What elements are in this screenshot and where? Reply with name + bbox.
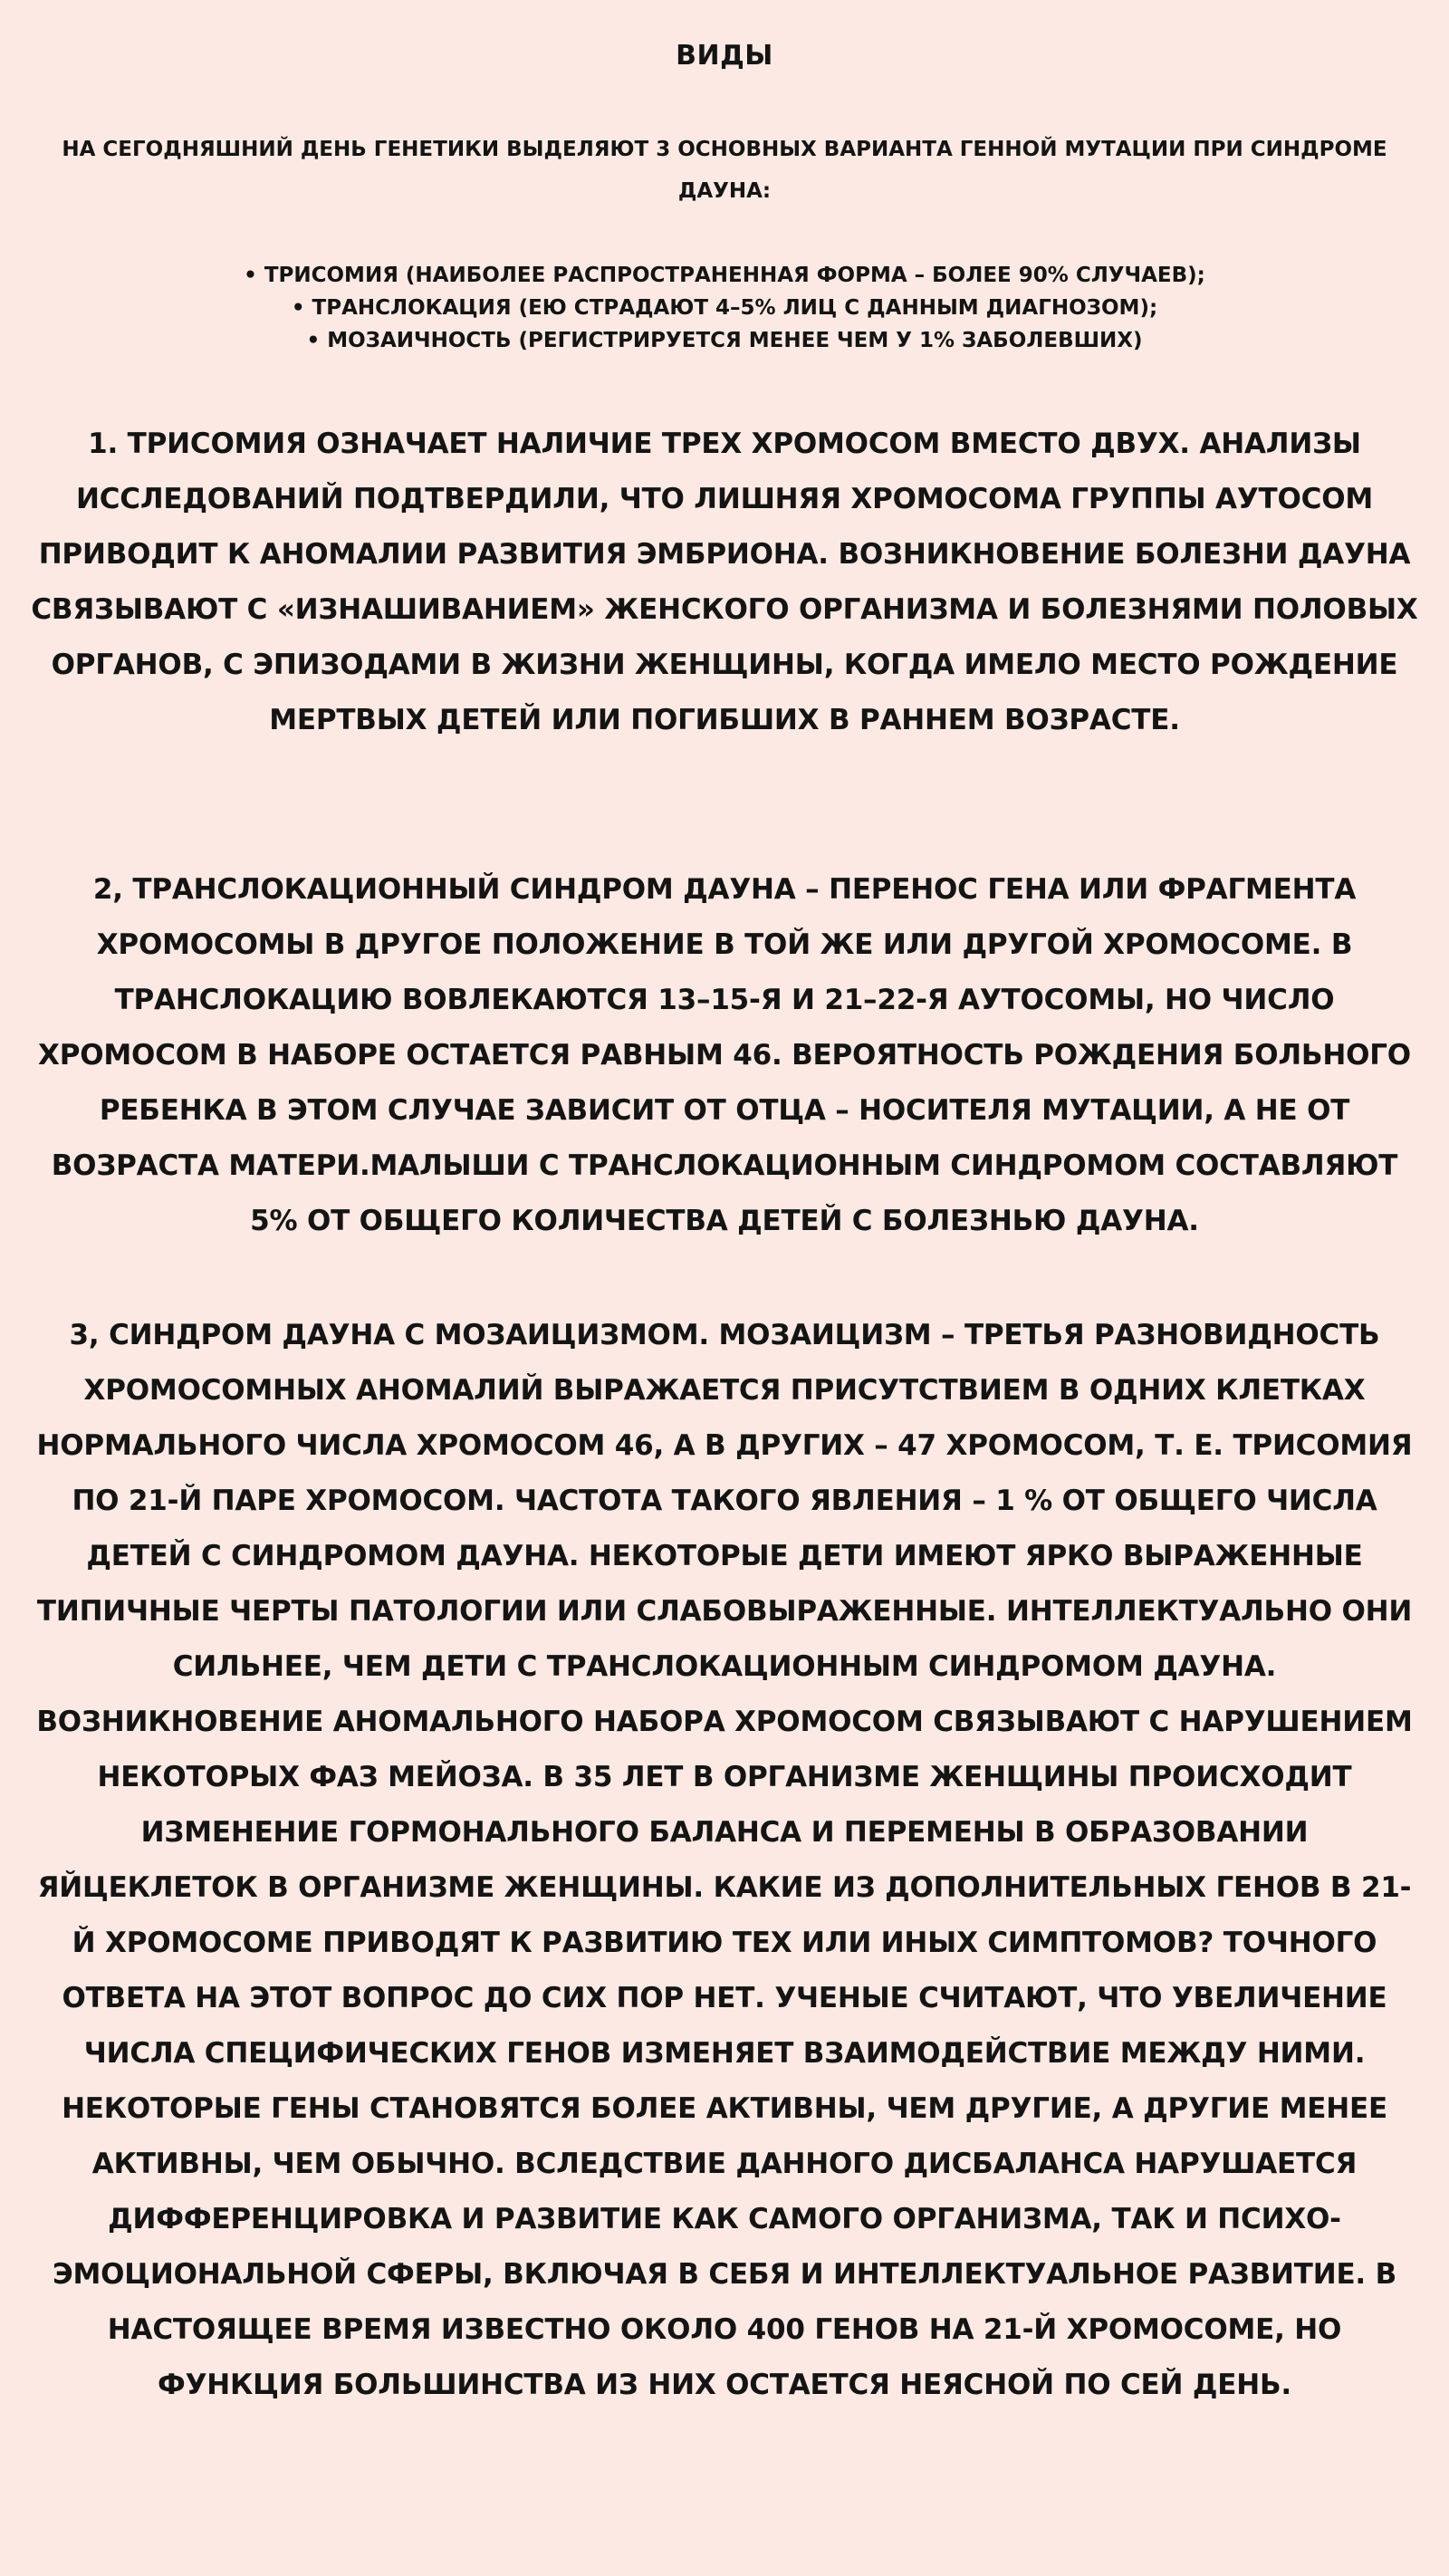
page-title: ВИДЫ [676,40,773,72]
list-item: • ТРИСОМИЯ (НАИБОЛЕЕ РАСПРОСТРАНЕННАЯ ФОРМА – БОЛЕЕ 90% СЛУЧАЕВ); [31,259,1418,292]
list-item: • МОЗАИЧНОСТЬ (РЕГИСТРИРУЕТСЯ МЕНЕЕ ЧЕМ У 1% ЗАБОЛЕВШИХ) [31,324,1418,357]
paragraph-translocation: 2, ТРАНСЛОКАЦИОННЫЙ СИНДРОМ ДАУНА – ПЕРЕНОС ГЕНА ИЛИ ФРАГМЕНТА ХРОМОСОМЫ В ДРУГОЕ ПОЛОЖЕНИЕ В ТОЙ ЖЕ ИЛИ ДРУГОЙ ХРОМОСОМЕ. В ТРАНСЛОКАЦИЮ ВОВЛЕКАЮТСЯ 13–15-Я И 21–22-Я АУТОСОМЫ, НО ЧИСЛО ХРОМОСОМ В НАБОРЕ ОСТАЕТСЯ РАВНЫМ 46. ВЕРОЯТНОСТЬ РОЖДЕНИЯ БОЛЬНОГО РЕБЕНКА В ЭТОМ СЛУЧАЕ ЗАВИСИТ ОТ ОТЦА – НОСИТЕЛЯ МУТАЦИИ, А НЕ ОТ ВОЗРАСТА МАТЕРИ.МАЛЫШИ С ТРАНСЛОКАЦИОННЫМ СИНДРОМОМ СОСТАВЛЯЮТ 5% ОТ ОБЩЕГО КОЛИЧЕСТВА ДЕТЕЙ С БОЛЕЗНЬЮ ДАУНА. [38,873,1411,1237]
paragraph-trisomy: 1. ТРИСОМИЯ ОЗНАЧАЕТ НАЛИЧИЕ ТРЕХ ХРОМОСОМ ВМЕСТО ДВУХ. АНАЛИЗЫ ИССЛЕДОВАНИЙ ПОДТВЕРДИЛИ, ЧТО ЛИШНЯЯ ХРОМОСОМА ГРУППЫ АУТОСОМ ПРИВОДИТ К АНОМАЛИИ РАЗВИТИЯ ЭМБРИОНА. ВОЗНИКНОВЕНИЕ БОЛЕЗНИ ДАУНА СВЯЗЫВАЮТ С «ИЗНАШИВАНИЕМ» ЖЕНСКОГО ОРГАНИЗМА И БОЛЕЗНЯМИ ПОЛОВЫХ ОРГАНОВ, С ЭПИЗОДАМИ В ЖИЗНИ ЖЕНЩИНЫ, КОГДА ИМЕЛО МЕСТО РОЖДЕНИЕ МЕРТВЫХ ДЕТЕЙ ИЛИ ПОГИБШИХ В РАННЕМ ВОЗРАСТЕ. [31,428,1418,736]
types-list [31,259,1418,357]
intro-text: НА СЕГОДНЯШНИЙ ДЕНЬ ГЕНЕТИКИ ВЫДЕЛЯЮТ 3 ОСНОВНЫХ ВАРИАНТА ГЕННОЙ МУТАЦИИ ПРИ СИНДРОМЕ ДАУНА: [62,138,1387,203]
list-item: • ТРАНСЛОКАЦИЯ (ЕЮ СТРАДАЮТ 4–5% ЛИЦ С ДАННЫМ ДИАГНОЗОМ); [31,292,1418,324]
paragraph-mosaicism: 3, СИНДРОМ ДАУНА С МОЗАИЦИЗМОМ. МОЗАИЦИЗМ – ТРЕТЬЯ РАЗНОВИДНОСТЬ ХРОМОСОМНЫХ АНОМАЛИЙ ВЫРАЖАЕТСЯ ПРИСУТСТВИЕМ В ОДНИХ КЛЕТКАХ НОРМАЛЬНОГО ЧИСЛА ХРОМОСОМ 46, А В ДРУГИХ – 47 ХРОМОСОМ, Т. Е. ТРИСОМИЯ ПО 21-Й ПАРЕ ХРОМОСОМ. ЧАСТОТА ТАКОГО ЯВЛЕНИЯ – 1 % ОТ ОБЩЕГО ЧИСЛА ДЕТЕЙ С СИНДРОМОМ ДАУНА. НЕКОТОРЫЕ ДЕТИ ИМЕЮТ ЯРКО ВЫРАЖЕННЫЕ ТИПИЧНЫЕ ЧЕРТЫ ПАТОЛОГИИ ИЛИ СЛАБОВЫРАЖЕННЫЕ. ИНТЕЛЛЕКТУАЛЬНО ОНИ СИЛЬНЕЕ, ЧЕМ ДЕТИ С ТРАНСЛОКАЦИОННЫМ СИНДРОМОМ ДАУНА. ВОЗНИКНОВЕНИЕ АНОМАЛЬНОГО НАБОРА ХРОМОСОМ СВЯЗЫВАЮТ С НАРУШЕНИЕМ НЕКОТОРЫХ ФАЗ МЕЙОЗА. В 35 ЛЕТ В ОРГАНИЗМЕ ЖЕНЩИНЫ ПРОИСХОДИТ ИЗМЕНЕНИЕ ГОРМОНАЛЬНОГО БАЛАНСА И ПЕРЕМЕНЫ В ОБРАЗОВАНИИ ЯЙЦЕКЛЕТОК В ОРГАНИЗМЕ ЖЕНЩИНЫ. КАКИЕ ИЗ ДОПОЛНИТЕЛЬНЫХ ГЕНОВ В 21-Й ХРОМОСОМЕ ПРИВОДЯТ К РАЗВИТИЮ ТЕХ ИЛИ ИНЫХ СИМПТОМОВ? ТОЧНОГО ОТВЕТА НА ЭТОТ ВОПРОС ДО СИХ ПОР НЕТ. УЧЕНЫЕ СЧИТАЮТ, ЧТО УВЕЛИЧЕНИЕ ЧИСЛА СПЕЦИФИЧЕСКИХ ГЕНОВ ИЗМЕНЯЕТ ВЗАИМОДЕЙСТВИЕ МЕЖДУ НИМИ. НЕКОТОРЫЕ ГЕНЫ СТАНОВЯТСЯ БОЛЕЕ АКТИВНЫ, ЧЕМ ДРУГИЕ, А ДРУГИЕ МЕНЕЕ АКТИВНЫ, ЧЕМ ОБЫЧНО. ВСЛЕДСТВИЕ ДАННОГО ДИСБАЛАНСА НАРУШАЕТСЯ ДИФФЕРЕНЦИРОВКА И РАЗВИТИЕ КАК САМОГО ОРГАНИЗМА, ТАК И ПСИХО-ЭМОЦИОНАЛЬНОЙ СФЕРЫ, ВКЛЮЧАЯ В СЕБЯ И ИНТЕЛЛЕКТУАЛЬНОЕ РАЗВИТИЕ. В НАСТОЯЩЕЕ ВРЕМЯ ИЗВЕСТНО ОКОЛО 400 ГЕНОВ НА 21-Й ХРОМОСОМЕ, НО ФУНКЦИЯ БОЛЬШИНСТВА ИЗ НИХ ОСТАЕТСЯ НЕЯСНОЙ ПО СЕЙ ДЕНЬ. [36,1319,1413,2401]
